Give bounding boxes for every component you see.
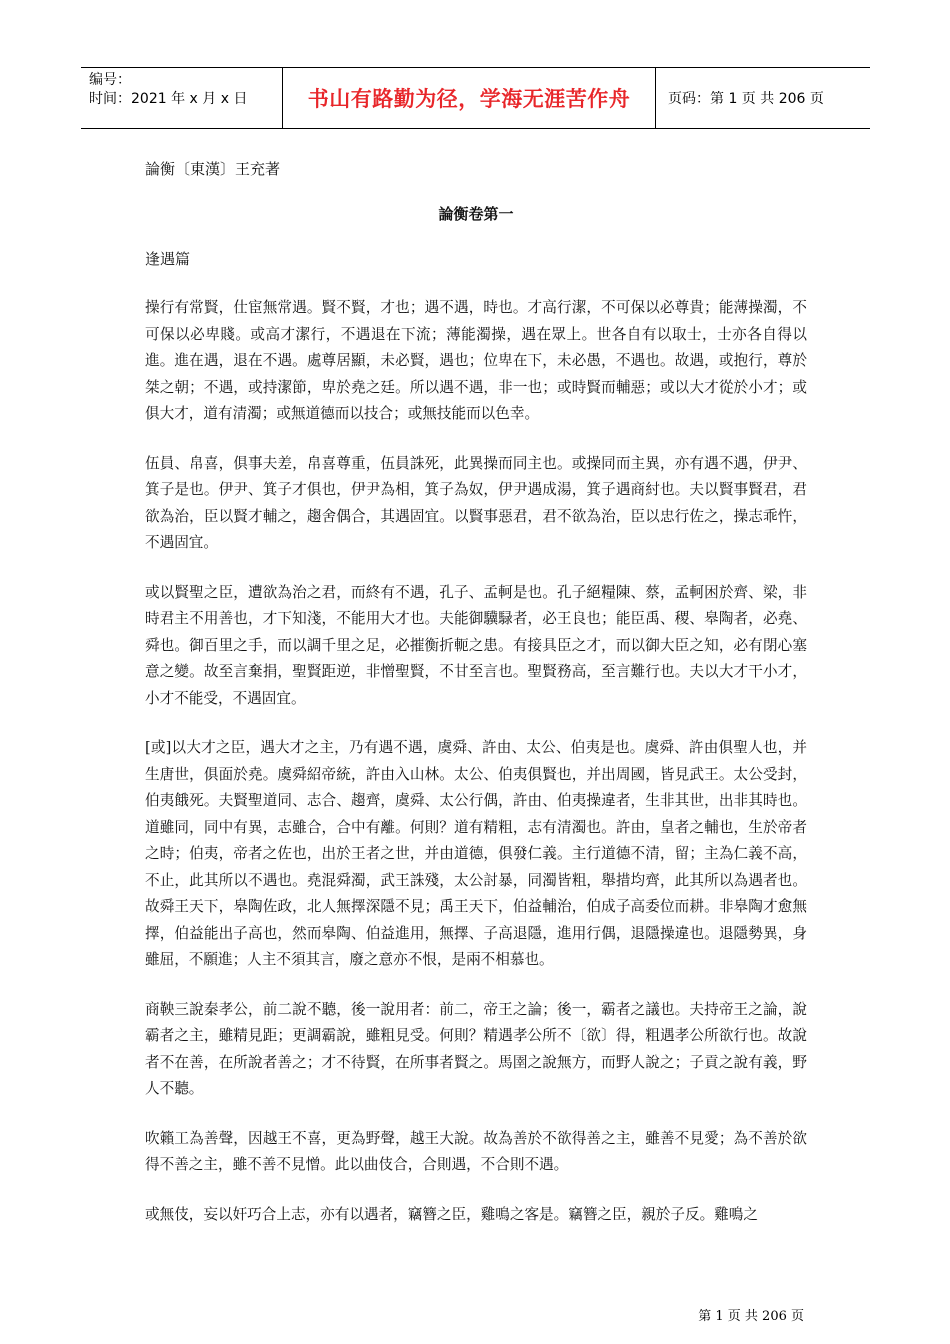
document-body xyxy=(145,156,807,1228)
paragraph: 或以賢聖之臣，遭欲為治之君，而終有不遇，孔子、孟軻是也。孔子絕糧陳、蔡，孟軻困於齊、梁，非時君主不用善也，才下知淺，不能用大才也。夫能御驥騄者，必王良也；能臣禹、稷、皋陶者，必堯、舜也。御百里之手，而以調千里之足，必摧衡折軛之患。有接具臣之才，而以御大臣之知，必有閉心塞意之變。故至言棄捐，聖賢距逆，非憎聖賢，不甘至言也。聖賢務高，至言難行也。夫以大才干小才，小才不能受，不遇固宜。 xyxy=(145,583,807,707)
document-date: 时间：2021 年 x 月 x 日 xyxy=(89,91,248,107)
header-page-info: 页码：第 1 页 共 206 页 xyxy=(668,91,824,107)
header-motto-cell xyxy=(282,68,656,128)
header-left-cell xyxy=(81,68,282,128)
header-motto: 书山有路勤为径，学海无涯苦作舟 xyxy=(307,87,631,111)
paragraph: 商鞅三說秦孝公，前二說不聽，後一說用者：前二，帝王之論；後一，霸者之議也。夫持帝王之論，說霸者之主，雖精見距；更調霸說，雖粗見受。何則？精遇孝公所不〔欲〕得，粗遇孝公所欲行也。故說者不在善，在所說者善之；才不待賢，在所事者賢之。馬圉之說無方，而野人說之；子貢之說有義，野人不聽。 xyxy=(145,1000,807,1097)
document-code-label: 编号： xyxy=(89,72,131,88)
chapter-title: 論衡卷第一 xyxy=(438,205,514,223)
header-table xyxy=(81,67,870,129)
paragraph: [或]以大才之臣，遇大才之主，乃有遇不遇，虞舜、許由、太公、伯夷是也。虞舜、許由俱聖人也，并生唐世，俱面於堯。虞舜紹帝統，許由入山林。太公、伯夷俱賢也，并出周國，皆見武王。太公受封，伯夷餓死。夫賢聖道同、志合、趨齊，虞舜、太公行偶，許由、伯夷操違者，生非其世，出非其時也。道雖同，同中有異，志雖合，合中有離。何則？道有精粗，志有清濁也。許由，皇者之輔也，生於帝者之時；伯夷，帝者之佐也，出於王者之世，并由道德，俱發仁義。主行道德不清，留；主為仁義不高，不止，此其所以不遇也。堯混舜濁，武王誅殘，太公討暴，同濁皆粗，舉措均齊，此其所以為遇者也。故舜王天下，皋陶佐政，北人無擇深隱不見；禹王天下，伯益輔治，伯成子高委位而耕。非皋陶才愈無擇，伯益能出子高也，然而皋陶、伯益進用，無擇、子高退隱，進用行偶，退隱操違也。退隱勢異，身雖屈，不願進；人主不須其言，廢之意亦不恨，是兩不相慕也。 xyxy=(145,739,807,968)
header-page-cell xyxy=(656,68,870,128)
paragraph: 操行有常賢，仕宦無常遇。賢不賢，才也；遇不遇，時也。才高行潔，不可保以必尊貴；能薄操濁，不可保以必卑賤。或高才潔行，不遇退在下流；薄能濁操，遇在眾上。世各自有以取士，士亦各自得以進。進在遇，退在不遇。處尊居顯，未必賢，遇也；位卑在下，未必愚，不遇也。故遇，或抱行，尊於桀之朝；不遇，或持潔節，卑於堯之廷。所以遇不遇，非一也；或時賢而輔惡；或以大才從於小才；或俱大才，道有清濁；或無道德而以技合；或無技能而以色幸。 xyxy=(145,299,807,422)
section-title: 逢遇篇 xyxy=(145,250,191,268)
author-line: 論衡〔東漢〕王充著 xyxy=(145,160,281,178)
paragraph: 或無伎，妄以奸巧合上志，亦有以遇者，竊簪之臣，雞鳴之客是。竊簪之臣，親於子反。雞鳴之 xyxy=(145,1205,758,1223)
paragraph: 伍員、帛喜，俱事夫差，帛喜尊重，伍員誅死，此異操而同主也。或操同而主異，亦有遇不遇，伊尹、箕子是也。伊尹、箕子才俱也，伊尹為相，箕子為奴，伊尹遇成湯，箕子遇商紂也。夫以賢事賢君，君欲為治，臣以賢才輔之，趨舍偶合，其遇固宜。以賢事惡君，君不欲為治，臣以忠行佐之，操志乖忤，不遇固宜。 xyxy=(145,454,807,551)
page-footer: 第 1 页 共 206 页 xyxy=(698,1309,804,1324)
paragraph: 吹籟工為善聲，因越王不喜，更為野聲，越王大說。故為善於不欲得善之主，雖善不見愛；為不善於欲得不善之主，雖不善不見憎。此以曲伎合，合則遇，不合則不遇。 xyxy=(145,1129,807,1173)
